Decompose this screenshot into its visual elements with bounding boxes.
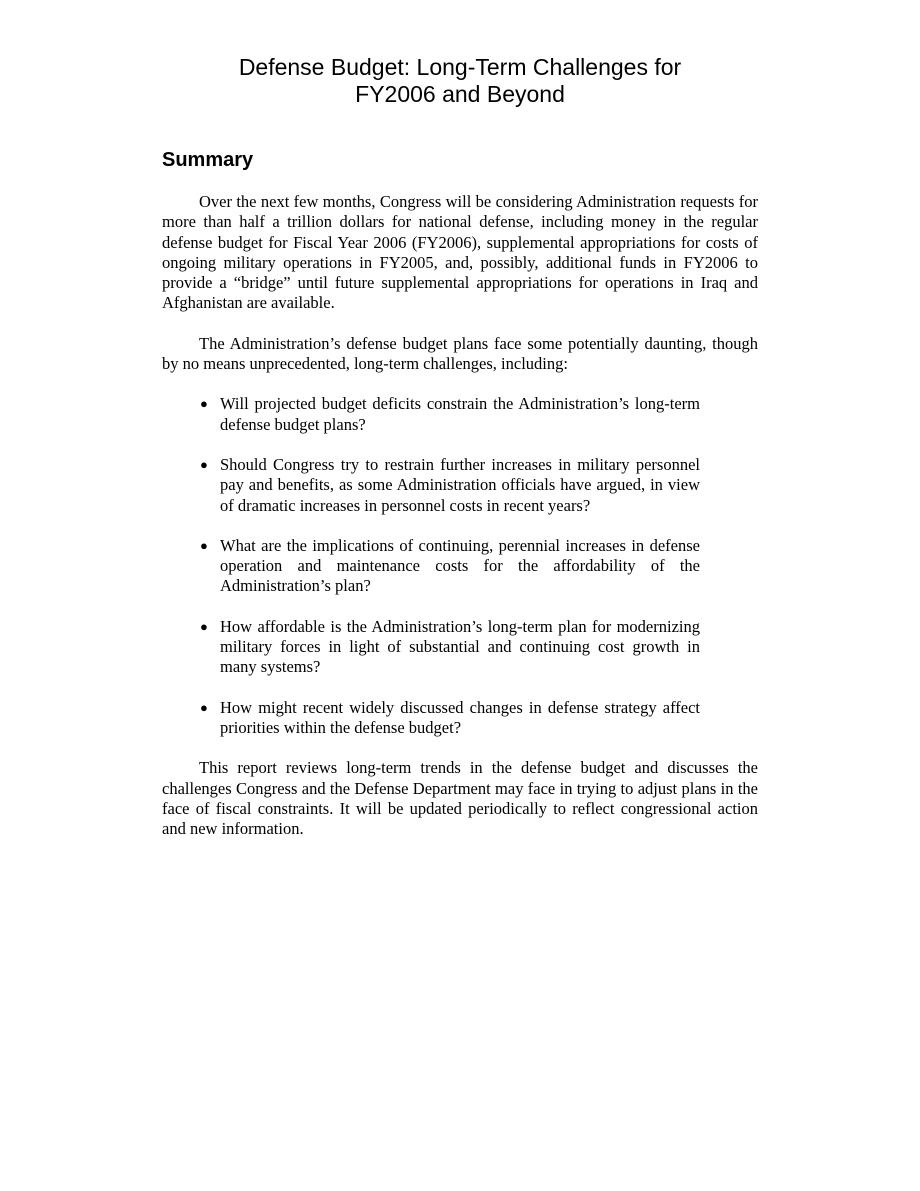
bullet-icon: ● (200, 618, 208, 634)
summary-heading: Summary (162, 149, 254, 171)
document-title-line-1: Defense Budget: Long-Term Challenges for (238, 54, 682, 80)
list-item-text: How affordable is the Administration’s long-term plan for modernizing military forces in light of substantial and continuing cost growth in many systems? (220, 616, 700, 677)
list-item (162, 698, 700, 739)
closing-paragraph: This report reviews long-term trends in the defense budget and discusses the challenges Congress and the Defense Department may face in trying to adjust plans in the face of fiscal constraints. It will be updated periodically to reflect congressional action and new information. (162, 758, 758, 839)
bullet-icon: ● (200, 699, 208, 715)
list-item (162, 617, 700, 678)
document-title-line-2: FY2006 and Beyond (355, 81, 565, 107)
list-item (162, 394, 700, 435)
summary-paragraph-2: The Administration’s defense budget plans face some potentially daunting, though by no means unprecedented, long-term challenges, including: (162, 333, 758, 374)
bullet-icon: ● (200, 456, 208, 472)
challenges-list (162, 394, 700, 738)
list-item-text: What are the implications of continuing, perennial increases in defense operation and maintenance costs for the affordability of the Administration’s plan? (220, 535, 700, 596)
bullet-icon: ● (200, 537, 208, 553)
document-title (162, 54, 758, 108)
list-item-text: How might recent widely discussed changes in defense strategy affect priorities within the defense budget? (220, 697, 700, 737)
summary-paragraph-1: Over the next few months, Congress will be considering Administration requests for more than half a trillion dollars for national defense, including money in the regular defense budget for Fiscal Year 2006 (FY2006), supplemental appropriations for costs of ongoing military operations in FY2005, and, possibly, additional funds in FY2006 to provide a “bridge” until future supplemental appropriations for operations in Iraq and Afghanistan are available. (162, 192, 758, 313)
list-item (162, 536, 700, 597)
list-item (162, 455, 700, 516)
list-item-text: Should Congress try to restrain further increases in military personnel pay and benefits, as some Administration officials have argued, in view of dramatic increases in personnel costs in recent years? (220, 454, 700, 515)
bullet-icon: ● (200, 396, 208, 412)
document-page (162, 54, 758, 839)
list-item-text: Will projected budget deficits constrain the Administration’s long-term defense budget plans? (220, 394, 700, 434)
